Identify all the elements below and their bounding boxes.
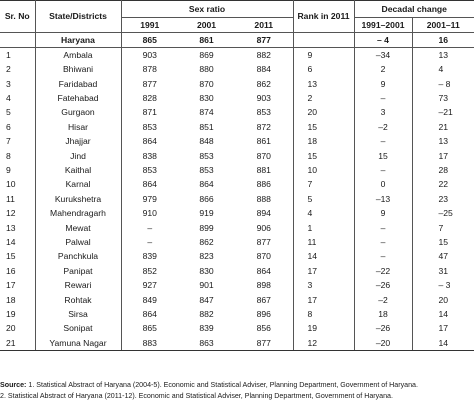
row-ratio-1991: 910 (142, 208, 157, 219)
state-1991: 865 (121, 33, 178, 48)
header-sex-ratio: Sex ratio (121, 1, 293, 18)
row-district: Bhiwani (35, 62, 121, 76)
row-district: Faridabad (35, 77, 121, 91)
row-district: Sonipat (35, 321, 121, 335)
row-ratio-2011: 898 (235, 278, 293, 292)
row-district: Jind (35, 149, 121, 163)
row-district: Sirsa (35, 307, 121, 321)
row-ratio-2001: 847 (199, 294, 214, 305)
header-state-districts: State/Districts (35, 1, 121, 33)
table-row (0, 336, 474, 351)
row-rank-2011: 19 (293, 321, 354, 335)
row-ratio-2001: 863 (178, 336, 235, 351)
state-rank (293, 33, 354, 48)
row-rank-2011: 7 (293, 178, 354, 192)
table-row (0, 278, 474, 292)
row-ratio-1991: 864 (142, 308, 157, 319)
row-ratio-2011: 861 (235, 134, 293, 148)
row-change-1991-2001: –20 (354, 336, 412, 351)
table-row (0, 307, 474, 321)
row-change-2001-11: 21 (438, 121, 449, 132)
row-ratio-2011: 862 (235, 77, 293, 91)
row-change-1991-2001: 2 (354, 62, 412, 76)
header-1991-2001: 1991–2001 (354, 18, 412, 33)
row-change-1991-2001: – (354, 91, 412, 105)
row-ratio-2011: 881 (235, 163, 293, 177)
header-decadal-change: Decadal change (354, 1, 474, 18)
row-ratio-1991: 865 (142, 323, 157, 334)
source-label: Source: (0, 381, 27, 389)
table-row (0, 77, 474, 91)
row-change-1991-2001: 18 (354, 307, 412, 321)
row-sr-no: 10 (0, 178, 35, 192)
row-ratio-2011: 853 (235, 106, 293, 120)
row-change-1991-2001: –26 (354, 321, 412, 335)
header-sr-no: Sr. No (0, 1, 35, 33)
table-row (0, 249, 474, 263)
row-ratio-1991: 828 (142, 93, 157, 104)
row-sr-no: 9 (0, 163, 35, 177)
row-ratio-1991: 852 (142, 265, 157, 276)
row-district: Gurgaon (35, 106, 121, 120)
row-change-1991-2001: – (354, 134, 412, 148)
row-ratio-2001: 919 (199, 208, 214, 219)
row-district: Hisar (35, 120, 121, 134)
source-line-2: 2. Statistical Abstract of Haryana (2011-12). Economic and Statistical Adviser, Planning Department, Government of Haryana. (0, 391, 393, 400)
row-rank-2011: 15 (293, 120, 354, 134)
row-sr-no: 11 (0, 192, 35, 206)
row-change-1991-2001: 15 (354, 149, 412, 163)
source-note (0, 380, 474, 401)
row-sr-no: 16 (0, 264, 35, 278)
row-change-2001-11: 15 (438, 236, 449, 247)
row-rank-2011: 4 (293, 206, 354, 220)
row-ratio-1991: 883 (121, 336, 178, 351)
row-change-1991-2001: –26 (354, 278, 412, 292)
row-district: Panchkula (35, 249, 121, 263)
row-ratio-2011: 877 (235, 235, 293, 249)
row-sr-no: 21 (0, 336, 35, 351)
header-rank-2011: Rank in 2011 (293, 1, 354, 33)
row-ratio-1991: 839 (142, 251, 157, 262)
row-change-2001-11: – 8 (438, 78, 451, 89)
row-change-2001-11: 14 (438, 308, 449, 319)
row-sr-no: 8 (0, 149, 35, 163)
row-rank-2011: 20 (293, 106, 354, 120)
row-ratio-2001: 869 (199, 49, 214, 60)
row-ratio-2011: 884 (235, 62, 293, 76)
state-2011: 877 (235, 33, 293, 48)
table-row (0, 192, 474, 206)
row-change-1991-2001: –34 (354, 48, 412, 63)
row-rank-2011: 11 (293, 235, 354, 249)
row-sr-no: 15 (0, 249, 35, 263)
row-ratio-1991: 877 (142, 78, 157, 89)
source-line-1 (0, 380, 474, 391)
table-row (0, 293, 474, 307)
source-text-1: 1. Statistical Abstract of Haryana (2004-5). Economic and Statistical Adviser, Planning Department, Government of Haryana. (26, 381, 418, 389)
row-ratio-2001: 880 (199, 64, 214, 75)
row-ratio-2001: 848 (199, 136, 214, 147)
row-ratio-1991: 838 (142, 150, 157, 161)
row-ratio-2011: 886 (235, 178, 293, 192)
row-ratio-2011: 877 (235, 336, 293, 351)
state-change-1991-2001: – 4 (354, 33, 412, 48)
row-ratio-1991: 853 (142, 165, 157, 176)
header-2001: 2001 (178, 18, 235, 33)
table-row (0, 134, 474, 148)
row-change-2001-11: 14 (412, 336, 474, 351)
row-district: Kurukshetra (35, 192, 121, 206)
row-district: Jhajjar (35, 134, 121, 148)
row-sr-no: 7 (0, 134, 35, 148)
row-sr-no: 5 (0, 106, 35, 120)
row-ratio-2011: 894 (235, 206, 293, 220)
row-district: Karnal (35, 178, 121, 192)
row-ratio-2011: 896 (235, 307, 293, 321)
row-ratio-1991: 878 (142, 64, 157, 75)
row-ratio-2001: 853 (199, 150, 214, 161)
row-ratio-2001: 870 (199, 78, 214, 89)
row-change-1991-2001: –2 (354, 120, 412, 134)
row-change-1991-2001: 9 (354, 206, 412, 220)
table-row (0, 163, 474, 177)
header-2011: 2011 (235, 18, 293, 33)
row-district: Mewat (35, 221, 121, 235)
row-sr-no: 6 (0, 120, 35, 134)
row-change-1991-2001: –13 (354, 192, 412, 206)
row-ratio-2011: 870 (235, 249, 293, 263)
row-change-2001-11: 73 (438, 93, 449, 104)
row-rank-2011: 1 (293, 221, 354, 235)
row-ratio-2011: 882 (235, 48, 293, 63)
row-change-2001-11: 17 (438, 323, 449, 334)
row-change-2001-11: 31 (438, 265, 449, 276)
row-rank-2011: 12 (293, 336, 354, 351)
row-district: Kaithal (35, 163, 121, 177)
state-name: Haryana (35, 33, 121, 48)
row-ratio-2001: 901 (199, 280, 214, 291)
table-row (0, 221, 474, 235)
row-change-2001-11: – 3 (438, 280, 451, 291)
row-ratio-1991: 864 (142, 179, 157, 190)
row-rank-2011: 18 (293, 134, 354, 148)
row-change-2001-11: 13 (438, 136, 449, 147)
table-row (0, 120, 474, 134)
row-rank-2011: 14 (293, 249, 354, 263)
row-rank-2011: 15 (293, 149, 354, 163)
row-change-2001-11: 28 (438, 165, 449, 176)
row-rank-2011: 17 (293, 293, 354, 307)
row-change-2001-11: 4 (438, 64, 444, 75)
row-ratio-2011: 888 (235, 192, 293, 206)
row-district: Rewari (35, 278, 121, 292)
row-ratio-2011: 872 (235, 120, 293, 134)
row-change-2001-11: 13 (438, 49, 449, 60)
row-sr-no: 14 (0, 235, 35, 249)
row-change-2001-11: 23 (438, 193, 449, 204)
row-district: Ambala (35, 48, 121, 63)
row-change-1991-2001: –2 (354, 293, 412, 307)
row-ratio-1991: 903 (142, 49, 157, 60)
row-district: Rohtak (35, 293, 121, 307)
row-rank-2011: 9 (293, 48, 354, 63)
row-ratio-2011: 903 (235, 91, 293, 105)
row-change-1991-2001: 0 (354, 178, 412, 192)
row-rank-2011: 3 (293, 278, 354, 292)
row-ratio-2001: 866 (199, 193, 214, 204)
row-ratio-2011: 906 (235, 221, 293, 235)
row-sr-no: 3 (0, 77, 35, 91)
row-change-2001-11: –21 (438, 107, 453, 118)
row-rank-2011: 6 (293, 62, 354, 76)
table-row (0, 48, 474, 63)
table-row (0, 91, 474, 105)
row-ratio-2001: 851 (199, 121, 214, 132)
row-rank-2011: 10 (293, 163, 354, 177)
row-ratio-2001: 853 (199, 165, 214, 176)
row-rank-2011: 2 (293, 91, 354, 105)
row-rank-2011: 13 (293, 77, 354, 91)
row-ratio-2001: 839 (199, 323, 214, 334)
row-ratio-2001: 864 (199, 179, 214, 190)
row-ratio-2011: 867 (235, 293, 293, 307)
row-change-1991-2001: – (354, 163, 412, 177)
row-sr-no: 13 (0, 221, 35, 235)
state-row (0, 33, 474, 48)
row-sr-no: 20 (0, 321, 35, 335)
table-row (0, 149, 474, 163)
row-ratio-1991: 853 (142, 121, 157, 132)
row-district: Palwal (35, 235, 121, 249)
row-change-2001-11: 22 (438, 179, 449, 190)
row-change-2001-11: 20 (438, 294, 449, 305)
row-ratio-2011: 870 (235, 149, 293, 163)
row-rank-2011: 17 (293, 264, 354, 278)
header-row-1 (0, 1, 474, 18)
table-body (0, 33, 474, 351)
state-change-2001-11: 16 (412, 33, 474, 48)
row-change-1991-2001: – (354, 235, 412, 249)
state-2001: 861 (178, 33, 235, 48)
row-ratio-1991: – (147, 236, 153, 247)
row-ratio-2001: 862 (199, 236, 214, 247)
row-ratio-2011: 856 (235, 321, 293, 335)
row-ratio-2001: 823 (199, 251, 214, 262)
state-sr (0, 33, 35, 48)
row-ratio-1991: 927 (142, 280, 157, 291)
table-row (0, 106, 474, 120)
row-change-1991-2001: – (354, 249, 412, 263)
table-row (0, 264, 474, 278)
row-change-2001-11: 47 (438, 251, 449, 262)
row-sr-no: 2 (0, 62, 35, 76)
row-ratio-2001: 899 (199, 222, 214, 233)
row-ratio-1991: – (147, 222, 153, 233)
table-row (0, 235, 474, 249)
row-ratio-1991: 849 (142, 294, 157, 305)
row-change-1991-2001: 9 (354, 77, 412, 91)
row-sr-no: 12 (0, 206, 35, 220)
table-row (0, 206, 474, 220)
row-change-2001-11: –25 (438, 208, 453, 219)
row-ratio-2001: 830 (199, 93, 214, 104)
row-ratio-2011: 864 (235, 264, 293, 278)
row-ratio-2001: 882 (199, 308, 214, 319)
row-sr-no: 18 (0, 293, 35, 307)
row-ratio-1991: 871 (142, 107, 157, 118)
row-ratio-2001: 874 (199, 107, 214, 118)
row-sr-no: 19 (0, 307, 35, 321)
row-rank-2011: 5 (293, 192, 354, 206)
row-rank-2011: 8 (293, 307, 354, 321)
row-change-1991-2001: – (354, 221, 412, 235)
row-district: Yamuna Nagar (35, 336, 121, 351)
row-district: Fatehabad (35, 91, 121, 105)
header-1991: 1991 (121, 18, 178, 33)
row-change-1991-2001: 3 (354, 106, 412, 120)
row-district: Mahendragarh (35, 206, 121, 220)
row-change-1991-2001: –22 (354, 264, 412, 278)
row-change-2001-11: 7 (438, 222, 444, 233)
table-row (0, 321, 474, 335)
row-change-2001-11: 17 (438, 150, 449, 161)
table-row (0, 178, 474, 192)
row-ratio-1991: 979 (142, 193, 157, 204)
table-row (0, 62, 474, 76)
row-ratio-1991: 864 (142, 136, 157, 147)
row-district: Panipat (35, 264, 121, 278)
header-2001-11: 2001–11 (412, 18, 474, 33)
row-sr-no: 17 (0, 278, 35, 292)
row-ratio-2001: 830 (199, 265, 214, 276)
row-sr-no: 4 (0, 91, 35, 105)
row-sr-no: 1 (0, 48, 35, 63)
